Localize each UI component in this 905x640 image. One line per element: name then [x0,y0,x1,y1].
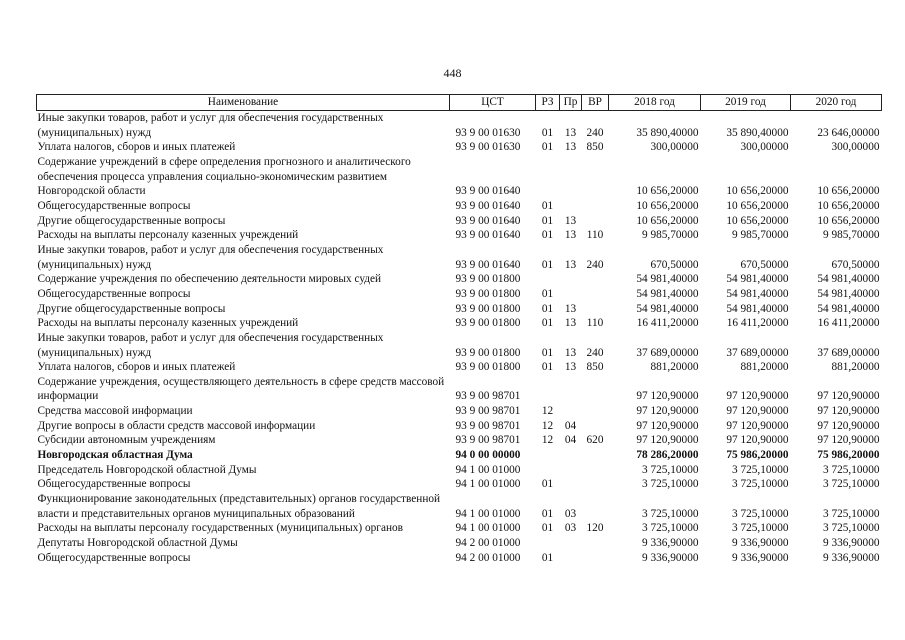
cell-pr: 13 [564,258,577,271]
cell-y2018: 3 725,10000 [642,522,699,535]
cell-vr [582,199,609,214]
cell-y2020: 3 725,10000 [823,507,880,520]
cell-y2018: 97 120,90000 [636,390,699,403]
cell-rz: 01 [541,287,554,300]
cell-cst: 93 9 00 01800 [455,361,521,374]
header-name: Наименование [37,95,450,111]
cell-name: Содержание учреждения по обеспечению деятельности мировых судей [37,273,382,286]
cell-rz: 01 [541,346,554,359]
cell-y2018: 10 656,20000 [636,214,699,227]
cell-y2019: 3 725,10000 [732,522,789,535]
cell-pr: 04 [564,434,577,447]
cell-pr [560,536,582,551]
cell-name: Средства массовой информации [37,405,193,418]
cell-rz: 01 [541,551,554,564]
table-row [37,404,882,419]
cell-y2018: 3 725,10000 [642,507,699,520]
cell-cst: 94 1 00 01000 [455,507,521,520]
cell-y2019: 16 411,20000 [726,317,789,330]
cell-name: Общегосударственные вопросы [37,199,191,212]
cell-y2020: 3 725,10000 [823,478,880,491]
cell-vr [582,155,609,199]
cell-name: Иные закупки товаров, работ и услуг для обеспечения государственных (муниципальных) нужд [37,112,384,139]
cell-y2019: 3 725,10000 [732,507,789,520]
cell-pr [560,404,582,419]
cell-y2019: 97 120,90000 [726,434,789,447]
cell-y2020: 9 336,90000 [823,551,880,564]
cell-y2018: 37 689,00000 [636,346,699,359]
cell-rz [536,536,560,551]
cell-rz: 01 [541,214,554,227]
cell-name: Расходы на выплаты персоналу казенных учреждений [37,317,299,330]
cell-y2019: 300,00000 [740,141,789,154]
header-pr: Пр [560,95,582,111]
cell-y2020: 9 985,70000 [823,229,880,242]
cell-y2019: 881,20000 [740,361,789,374]
cell-y2018: 54 981,40000 [636,302,699,315]
cell-vr [582,302,609,317]
cell-name: Общегосударственные вопросы [37,478,191,491]
cell-vr [582,477,609,492]
table-row [37,463,882,478]
cell-y2020: 37 689,00000 [817,346,880,359]
cell-vr: 240 [586,258,604,271]
cell-y2018: 300,00000 [650,141,699,154]
cell-cst: 94 1 00 01000 [455,522,521,535]
cell-y2018: 10 656,20000 [636,199,699,212]
cell-name: Новгородская областная Дума [37,449,193,462]
budget-table [36,94,882,565]
cell-name: Уплата налогов, сборов и иных платежей [37,141,236,154]
cell-pr [560,272,582,287]
cell-vr: 850 [586,141,604,154]
header-2019: 2019 год [701,95,791,111]
header-2020: 2020 год [791,95,882,111]
table-row [37,214,882,229]
table-row [37,551,882,566]
table-row [37,331,882,360]
cell-y2019: 3 725,10000 [732,463,789,476]
table-body [37,111,882,566]
cell-pr: 13 [564,214,577,227]
cell-y2020: 881,20000 [831,361,880,374]
cell-cst: 93 9 00 01800 [455,273,521,286]
cell-y2018: 3 725,10000 [642,463,699,476]
cell-pr: 13 [564,126,577,139]
cell-cst: 93 9 00 98701 [455,434,521,447]
table-row [37,477,882,492]
cell-y2018: 54 981,40000 [636,273,699,286]
table-row [37,448,882,463]
cell-pr [560,199,582,214]
cell-cst: 93 9 00 01640 [455,258,521,271]
cell-rz: 01 [541,126,554,139]
cell-pr: 13 [564,317,577,330]
cell-y2020: 10 656,20000 [817,185,880,198]
cell-y2018: 881,20000 [650,361,699,374]
cell-y2019: 10 656,20000 [726,199,789,212]
cell-y2019: 9 336,90000 [732,537,789,550]
cell-cst: 93 9 00 01640 [455,185,521,198]
cell-y2018: 78 286,20000 [636,449,699,462]
cell-name: Содержание учреждений в сфере определения прогнозного и аналитического обеспечения процесса управления социально-экономическим развитием Новгородской области [37,155,411,198]
cell-rz: 01 [541,522,554,535]
cell-pr: 13 [564,141,577,154]
table-row [37,316,882,331]
cell-name: Расходы на выплаты персоналу казенных учреждений [37,229,299,242]
table-row [37,433,882,448]
table-row [37,228,882,243]
cell-cst: 93 9 00 01800 [455,346,521,359]
table-row [37,302,882,317]
table-row [37,140,882,155]
cell-name: Депутаты Новгородской областной Думы [37,537,238,550]
cell-rz: 01 [541,361,554,374]
cell-y2018: 670,50000 [650,258,699,271]
cell-pr [560,463,582,478]
cell-y2020: 9 336,90000 [823,537,880,550]
cell-rz [536,463,560,478]
cell-y2020: 54 981,40000 [817,302,880,315]
cell-name: Иные закупки товаров, работ и услуг для обеспечения государственных (муниципальных) нужд [37,243,384,271]
cell-y2018: 97 120,90000 [636,434,699,447]
cell-name: Другие общегосударственные вопросы [37,214,226,227]
cell-vr [582,536,609,551]
cell-rz: 01 [541,478,554,491]
cell-rz: 01 [541,141,554,154]
cell-vr [582,272,609,287]
cell-y2019: 35 890,40000 [726,126,789,139]
cell-rz [536,272,560,287]
cell-name: Расходы на выплаты персоналу государственных (муниципальных) органов [37,522,403,535]
cell-rz: 01 [541,317,554,330]
cell-vr: 620 [586,434,604,447]
cell-y2018: 10 656,20000 [636,185,699,198]
cell-cst: 93 9 00 01640 [455,199,521,212]
cell-y2019: 54 981,40000 [726,273,789,286]
cell-pr: 03 [564,522,577,535]
cell-rz: 01 [541,302,554,315]
cell-pr: 13 [564,229,577,242]
cell-cst: 93 9 00 98701 [455,390,521,403]
table-row [37,360,882,375]
table-row [37,155,882,199]
cell-vr [582,214,609,229]
header-2018: 2018 год [609,95,701,111]
table-row [37,272,882,287]
cell-y2020: 10 656,20000 [817,214,880,227]
table-header-row [37,95,882,111]
cell-rz [536,448,560,463]
cell-pr [560,477,582,492]
table-row [37,111,882,141]
cell-name: Общегосударственные вопросы [37,287,191,300]
cell-rz: 12 [541,434,554,447]
cell-y2020: 54 981,40000 [817,287,880,300]
cell-name: Общегосударственные вопросы [37,551,191,564]
cell-rz: 01 [541,199,554,212]
table-row [37,521,882,536]
cell-y2020: 300,00000 [831,141,880,154]
cell-cst: 93 9 00 01800 [455,287,521,300]
cell-y2018: 16 411,20000 [636,317,699,330]
cell-vr [582,551,609,566]
table-row [37,199,882,214]
cell-y2019: 10 656,20000 [726,214,789,227]
cell-y2020: 16 411,20000 [817,317,880,330]
cell-rz: 12 [541,405,554,418]
cell-rz [536,155,560,199]
cell-y2018: 9 985,70000 [642,229,699,242]
cell-y2018: 97 120,90000 [636,405,699,418]
cell-y2019: 9 336,90000 [732,551,789,564]
cell-vr: 110 [586,229,604,242]
cell-name: Функционирование законодательных (представительных) органов государственной власти и представительных органов муниципальных образований [37,493,441,520]
cell-rz [536,375,560,404]
cell-vr: 240 [586,346,604,359]
cell-vr [582,404,609,419]
cell-vr [582,463,609,478]
header-cst: ЦСТ [450,95,536,111]
cell-pr: 13 [564,361,577,374]
cell-rz: 01 [541,258,554,271]
cell-y2019: 54 981,40000 [726,302,789,315]
cell-y2020: 3 725,10000 [823,463,880,476]
cell-y2020: 670,50000 [831,258,880,271]
cell-y2020: 97 120,90000 [817,434,880,447]
cell-cst: 93 9 00 01800 [455,317,521,330]
cell-y2018: 9 336,90000 [642,551,699,564]
cell-pr [560,287,582,302]
cell-cst: 93 9 00 01630 [455,126,521,139]
cell-vr: 240 [586,126,604,139]
cell-vr [582,375,609,404]
cell-cst: 94 1 00 01000 [455,463,521,476]
cell-y2020: 97 120,90000 [817,390,880,403]
table-row [37,375,882,404]
cell-pr: 04 [564,419,577,432]
cell-y2019: 75 986,20000 [726,449,789,462]
cell-y2020: 10 656,20000 [817,199,880,212]
cell-name: Уплата налогов, сборов и иных платежей [37,361,236,374]
cell-vr [582,448,609,463]
cell-pr [560,551,582,566]
cell-name: Субсидии автономным учреждениям [37,434,216,447]
cell-rz: 01 [541,229,554,242]
cell-y2020: 97 120,90000 [817,405,880,418]
cell-cst: 94 2 00 01000 [455,537,521,550]
table-row [37,287,882,302]
header-rz: РЗ [536,95,560,111]
cell-cst: 93 9 00 01640 [455,214,521,227]
page-number: 448 [443,66,462,80]
cell-y2020: 3 725,10000 [823,522,880,535]
cell-cst: 94 1 00 01000 [455,478,521,491]
cell-y2018: 3 725,10000 [642,478,699,491]
cell-y2019: 9 985,70000 [732,229,789,242]
cell-vr: 850 [586,361,604,374]
cell-y2020: 23 646,00000 [817,126,880,139]
cell-pr: 03 [564,507,577,520]
cell-y2020: 97 120,90000 [817,419,880,432]
cell-y2019: 10 656,20000 [726,185,789,198]
cell-y2019: 54 981,40000 [726,287,789,300]
cell-pr [560,155,582,199]
cell-cst: 94 0 00 00000 [455,449,521,462]
cell-pr: 13 [564,302,577,315]
header-vr: ВР [582,95,609,111]
cell-cst: 93 9 00 01640 [455,229,521,242]
cell-name: Другие общегосударственные вопросы [37,302,226,315]
cell-y2019: 97 120,90000 [726,405,789,418]
cell-vr: 110 [586,317,604,330]
cell-y2019: 670,50000 [740,258,789,271]
cell-y2018: 35 890,40000 [636,126,699,139]
cell-y2019: 97 120,90000 [726,419,789,432]
cell-cst: 93 9 00 98701 [455,419,521,432]
cell-name: Председатель Новгородской областной Думы [37,463,257,476]
cell-vr [582,492,609,521]
cell-y2019: 37 689,00000 [726,346,789,359]
cell-cst: 94 2 00 01000 [455,551,521,564]
cell-name: Другие вопросы в области средств массовой информации [37,419,316,432]
table-row [37,419,882,434]
cell-y2020: 54 981,40000 [817,273,880,286]
cell-rz: 01 [541,507,554,520]
cell-name: Содержание учреждения, осуществляющего деятельность в сфере средств массовой информации [37,375,445,403]
cell-pr [560,375,582,404]
cell-pr [560,448,582,463]
cell-rz: 12 [541,419,554,432]
cell-y2020: 75 986,20000 [817,449,880,462]
cell-vr [582,419,609,434]
table-row [37,536,882,551]
cell-y2018: 54 981,40000 [636,287,699,300]
cell-pr: 13 [564,346,577,359]
cell-y2019: 3 725,10000 [732,478,789,491]
table-row [37,243,882,272]
cell-cst: 93 9 00 01800 [455,302,521,315]
cell-y2018: 9 336,90000 [642,537,699,550]
table-row [37,492,882,521]
cell-vr [582,287,609,302]
cell-cst: 93 9 00 98701 [455,405,521,418]
cell-vr: 120 [586,522,604,535]
cell-name: Иные закупки товаров, работ и услуг для обеспечения государственных (муниципальных) нужд [37,331,384,359]
cell-y2018: 97 120,90000 [636,419,699,432]
cell-cst: 93 9 00 01630 [455,141,521,154]
cell-y2019: 97 120,90000 [726,390,789,403]
